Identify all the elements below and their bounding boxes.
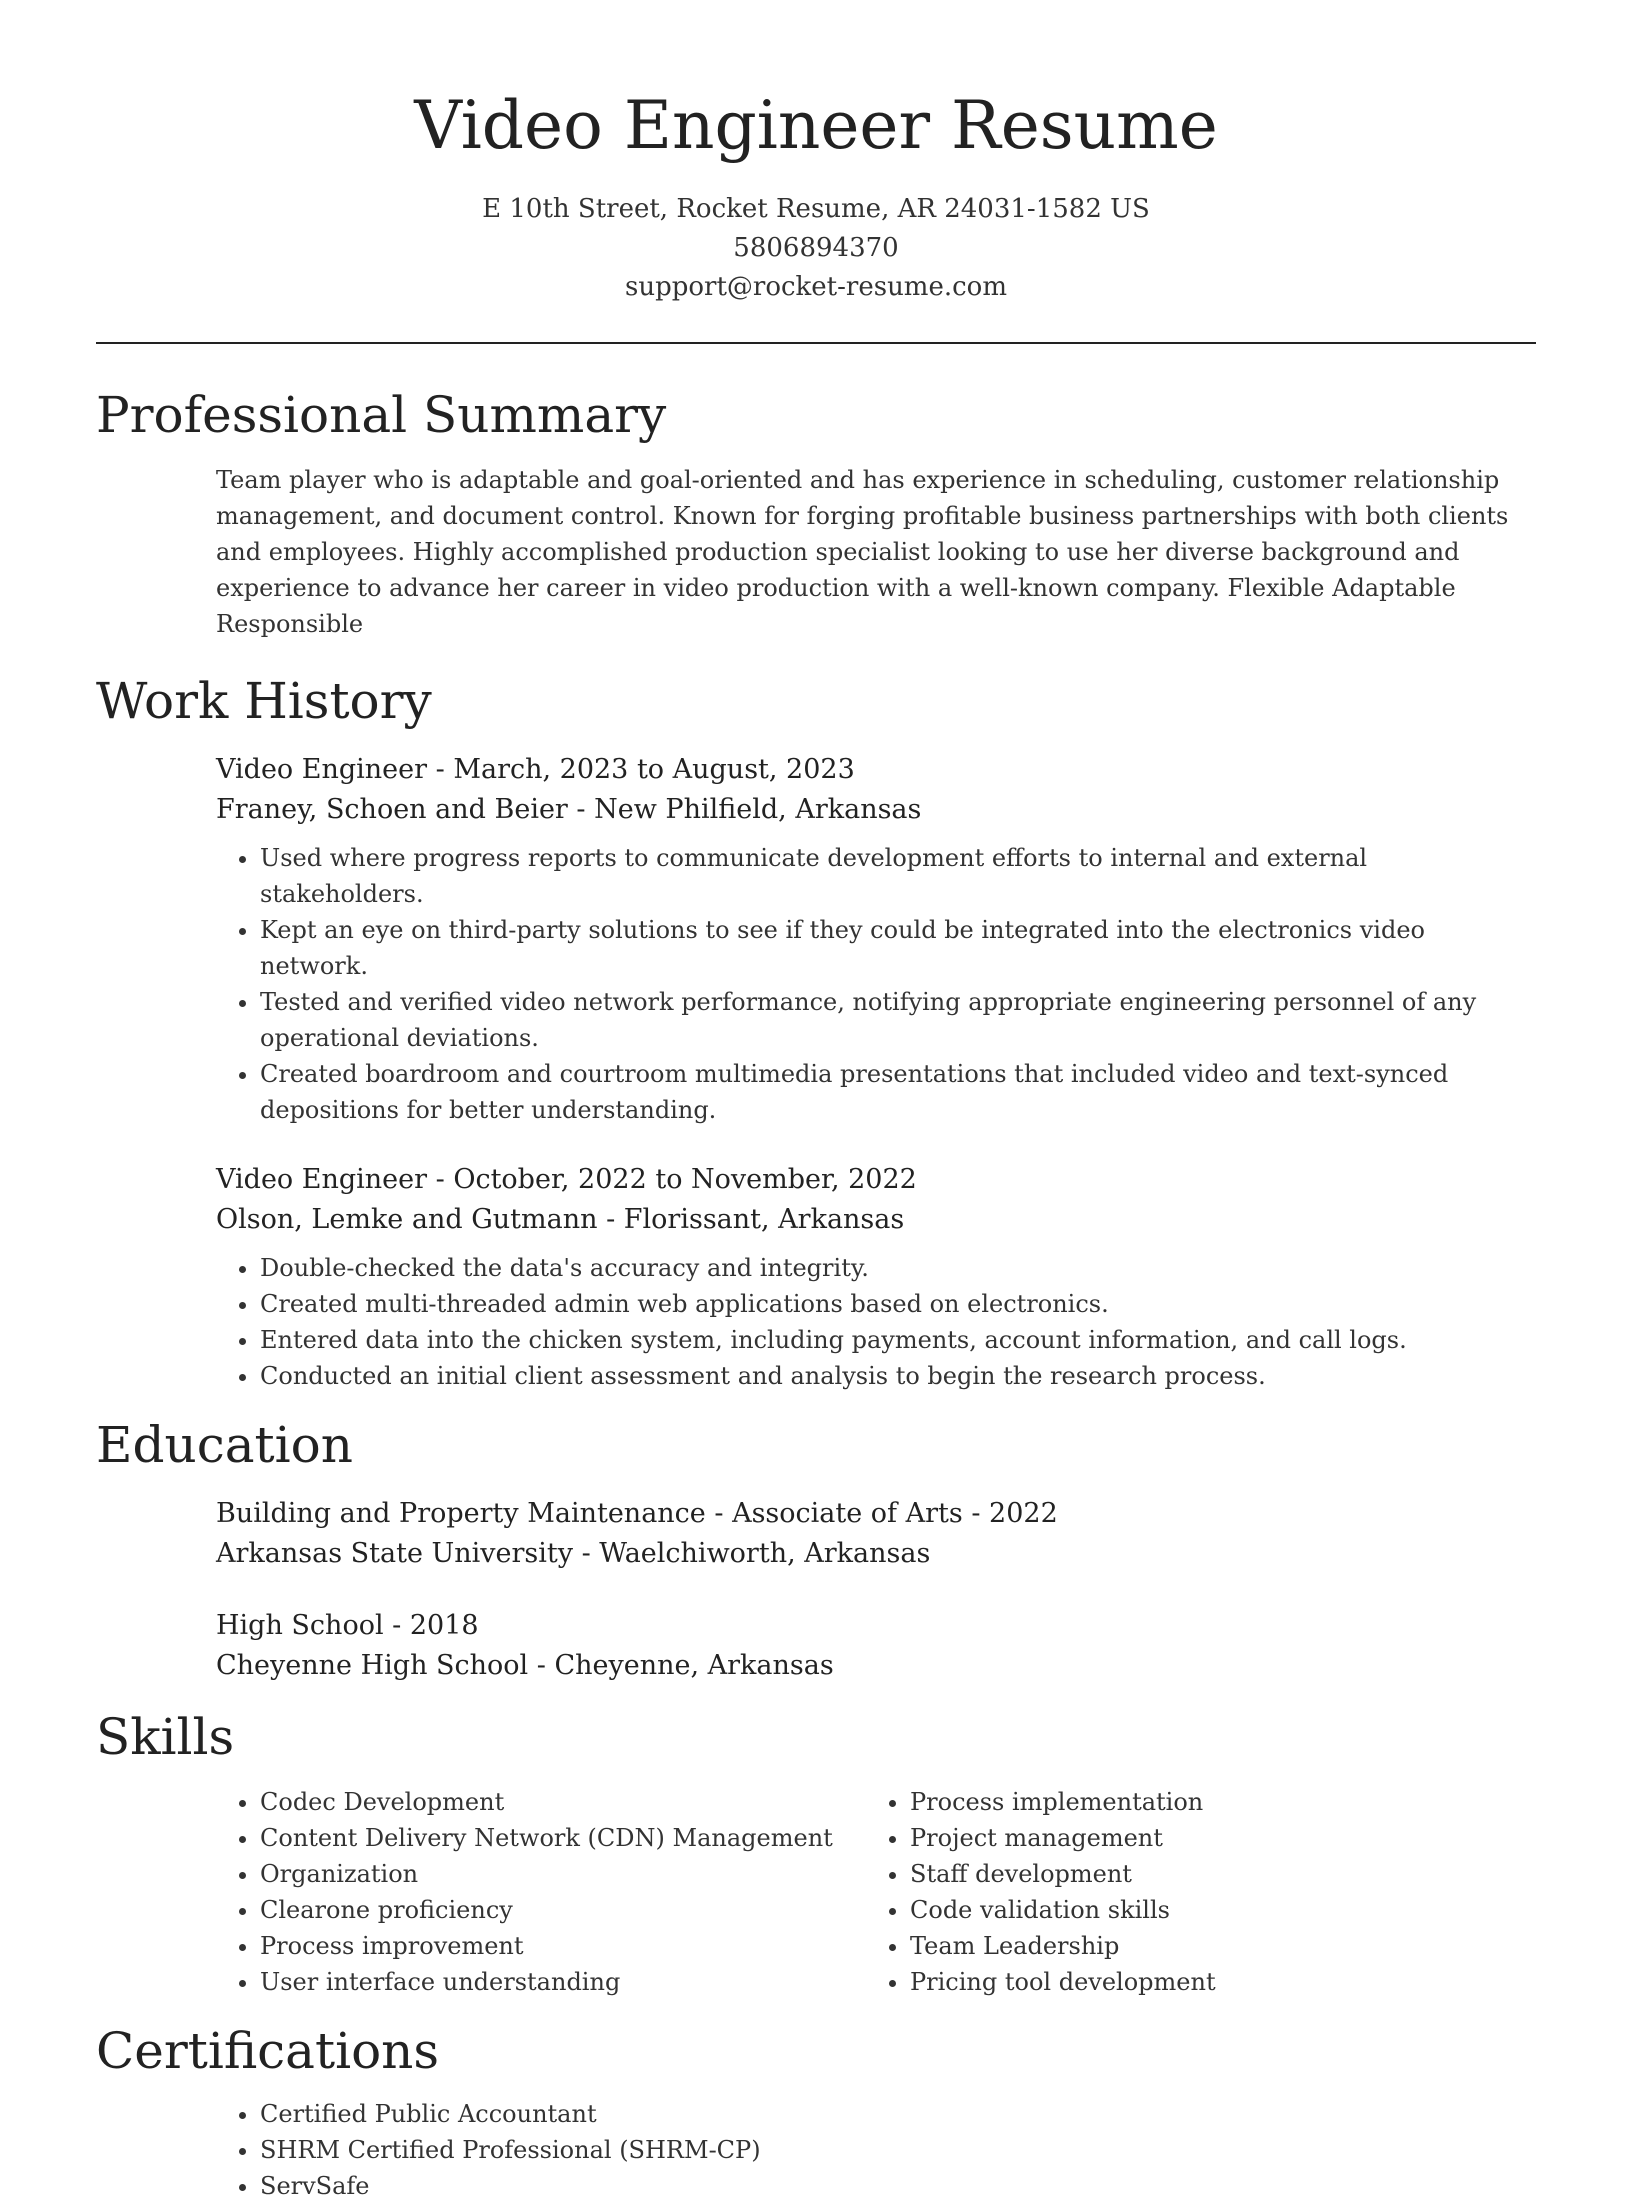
resume-body — [96, 380, 1536, 2204]
list-item: • Project management — [910, 1820, 1516, 1856]
phone-number: 5806894370 — [733, 233, 899, 263]
list-item: • Used where progress reports to communicate development efforts to internal and external stakeholders. — [260, 840, 1536, 912]
address: E 10th Street, Rocket Resume, AR 24031-1582 US — [482, 194, 1150, 224]
school-line — [216, 1534, 1536, 1574]
list-item: • Created boardroom and courtroom multimedia presentations that included video and text-synced depositions for better understanding. — [260, 1056, 1536, 1128]
list-item: • ServSafe — [260, 2168, 1536, 2204]
school-name: Arkansas State University — [216, 1538, 574, 1569]
job-title-line — [216, 750, 1536, 790]
degree-line — [216, 1494, 1536, 1534]
list-item: • Codec Development — [260, 1784, 866, 1820]
education-heading: Education — [96, 1416, 353, 1474]
skills-column-left — [216, 1784, 866, 2000]
list-item: • Double-checked the data's accuracy and integrity. — [260, 1250, 1536, 1286]
job-dates: - October, 2022 to November, 2022 — [427, 1164, 917, 1195]
job-duties — [216, 1250, 1536, 1394]
school-name: Cheyenne High School — [216, 1650, 529, 1681]
company-name: Olson, Lemke and Gutmann — [216, 1204, 598, 1235]
education-entry — [216, 1606, 1536, 1686]
job-entry — [216, 750, 1536, 1128]
summary-heading: Professional Summary — [96, 386, 667, 444]
job-location: - Florissant, Arkansas — [597, 1204, 905, 1235]
company-name: Franey, Schoen and Beier — [216, 794, 568, 825]
school-line — [216, 1646, 1536, 1686]
list-item: • Conducted an initial client assessment and analysis to begin the research process. — [260, 1358, 1536, 1394]
school-location: - Waelchiworth, Arkansas — [573, 1538, 931, 1569]
skills-column-right — [866, 1784, 1516, 2000]
contact-info — [0, 190, 1632, 307]
list-item: • Entered data into the chicken system, including payments, account information, and call logs. — [260, 1322, 1536, 1358]
certifications-section — [96, 2016, 1536, 2204]
summary-text: Team player who is adaptable and goal-oriented and has experience in scheduling, customer relationship management, and document control. Known for forging profitable business partnerships with both clients and employees. Highly accomplished production specialist looking to use her diverse background and experience to advance her career in video production with a well-known company. Flexible Adaptable Responsible — [216, 466, 1509, 638]
list-item: • User interface understanding — [260, 1964, 866, 2000]
graduation-year: - 2022 — [962, 1498, 1058, 1529]
degree-line — [216, 1606, 1536, 1646]
email-address: support@rocket-resume.com — [624, 272, 1007, 302]
work-history-heading: Work History — [96, 672, 432, 730]
job-title: Video Engineer — [216, 1164, 428, 1195]
work-history-section — [96, 666, 1536, 1394]
list-item: • Code validation skills — [910, 1892, 1516, 1928]
school-location: - Cheyenne, Arkansas — [528, 1650, 834, 1681]
list-item: • Kept an eye on third-party solutions to see if they could be integrated into the electronics video network. — [260, 912, 1536, 984]
certifications-list — [216, 2096, 1536, 2204]
list-item: • Content Delivery Network (CDN) Management — [260, 1820, 866, 1856]
job-dates: - March, 2023 to August, 2023 — [427, 754, 855, 785]
skills-section — [96, 1702, 1536, 2000]
list-item: • Clearone proficiency — [260, 1892, 866, 1928]
resume-header — [0, 0, 1632, 307]
job-location: - New Philfield, Arkansas — [567, 794, 922, 825]
list-item: • Team Leadership — [910, 1928, 1516, 1964]
list-item: • SHRM Certified Professional (SHRM-CP) — [260, 2132, 1536, 2168]
degree: Building and Property Maintenance - Associate of Arts — [216, 1498, 963, 1529]
list-item: • Process implementation — [910, 1784, 1516, 1820]
skills-heading: Skills — [96, 1708, 235, 1766]
graduation-year: - 2018 — [383, 1610, 479, 1641]
header-divider — [96, 342, 1536, 344]
education-entry — [216, 1494, 1536, 1574]
list-item: • Staff development — [910, 1856, 1516, 1892]
job-title: Video Engineer — [216, 754, 428, 785]
list-item: • Organization — [260, 1856, 866, 1892]
summary-section — [96, 380, 1536, 642]
certifications-heading: Certifications — [96, 2022, 440, 2080]
job-duties — [216, 840, 1536, 1128]
list-item: • Tested and verified video network performance, notifying appropriate engineering personnel of any operational deviations. — [260, 984, 1536, 1056]
job-entry — [216, 1160, 1536, 1394]
education-section — [96, 1410, 1536, 1686]
list-item: • Pricing tool development — [910, 1964, 1516, 2000]
job-company-line — [216, 790, 1536, 830]
job-title-line — [216, 1160, 1536, 1200]
list-item: • Created multi-threaded admin web applications based on electronics. — [260, 1286, 1536, 1322]
list-item: • Process improvement — [260, 1928, 866, 1964]
job-company-line — [216, 1200, 1536, 1240]
degree: High School — [216, 1610, 384, 1641]
list-item: • Certified Public Accountant — [260, 2096, 1536, 2132]
page-title: Video Engineer Resume — [414, 87, 1218, 164]
skills-list — [216, 1784, 1536, 2000]
